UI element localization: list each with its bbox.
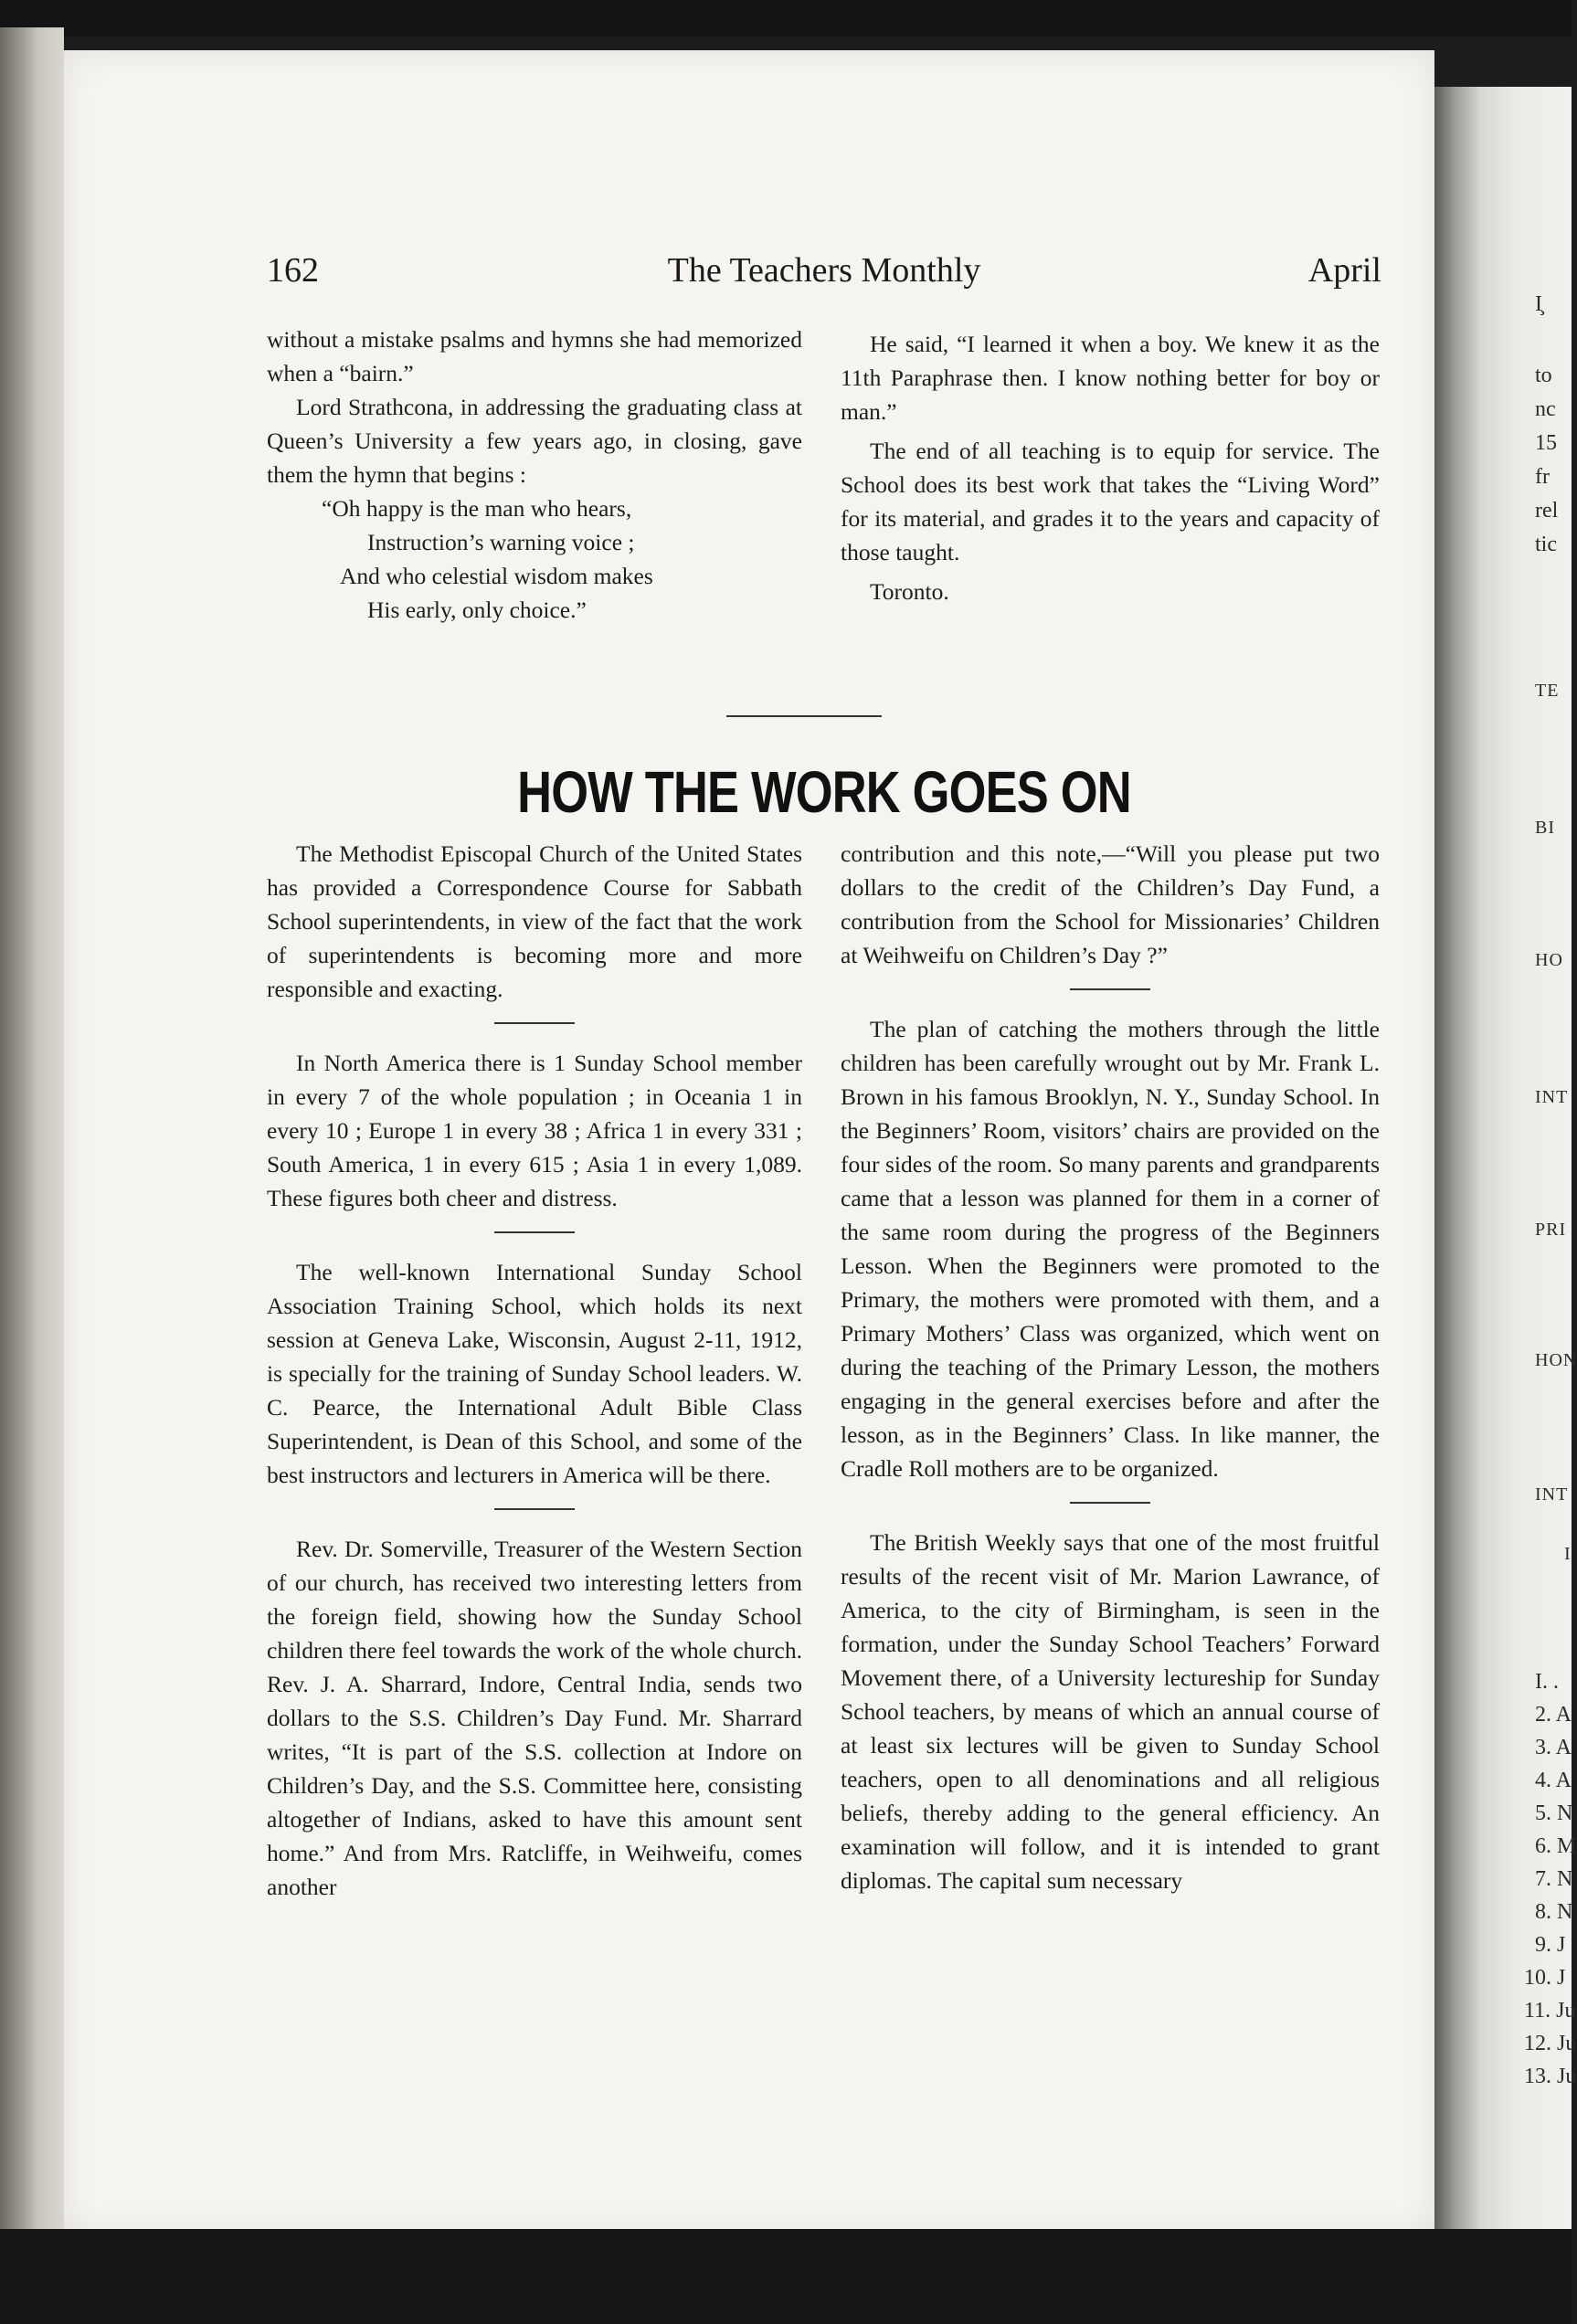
right-column xyxy=(841,837,1380,1897)
scan-backdrop-top xyxy=(0,0,1572,37)
paragraph: The end of all teaching is to equip for service. The School does its best work that takes the “Living Word” for its material, and grades it to the years and capacity of those taught. xyxy=(841,438,1380,565)
poem-line: Instruction’s warning voice ; xyxy=(367,529,635,555)
next-page-fragment: I̧ xyxy=(1535,292,1542,316)
next-page-list-item: 7. N xyxy=(1535,1867,1573,1891)
signoff: Toronto. xyxy=(870,578,949,605)
next-page-heading: HO xyxy=(1535,950,1563,970)
left-column xyxy=(267,837,802,1904)
poem-line: “Oh happy is the man who hears, xyxy=(322,495,632,522)
item-divider xyxy=(494,1022,575,1024)
next-page-list-item: 2. A xyxy=(1535,1703,1572,1727)
page-number: 162 xyxy=(267,251,319,290)
item-divider xyxy=(1070,988,1150,990)
next-page-list-item: 8. N xyxy=(1535,1900,1573,1924)
section-headline: HOW THE WORK GOES ON xyxy=(517,759,1131,825)
next-page-heading: INT xyxy=(1535,1087,1569,1107)
next-page-list-item: 10. J xyxy=(1524,1966,1566,1990)
next-page-fragment: rel xyxy=(1535,499,1559,523)
news-item: The well-known International Sunday School Association Training School, which holds its next session at Geneva Lake, Wisconsin, August 2-11, 1912, is specially for the training of Sunday School leaders. W. C. Pearce, the International Adult Bible Class Superintendent, is Dean of this School, and some of the best instructors and lecturers in America will be there. xyxy=(267,1259,802,1488)
next-page-heading: BI xyxy=(1535,818,1555,838)
poem-line: His early, only choice.” xyxy=(367,597,587,623)
news-item: The plan of catching the mothers through the little children has been carefully wrought out by Mr. Frank L. Brown in his famous Brooklyn, N. Y., Sunday School. In the Beginners’ Room, visitors’ chairs are provided on the four sides of the room. So many parents and grandparents came that a lesson was planned for them in a corner of the same room during the progress of the Beginners Lesson. When the Beginners were promoted to the Primary, the mothers were promoted with them, and a Primary Mothers’ Class was organized, which went on during the teaching of the Primary Lesson, the mothers engaging in the general exercises before and after the lesson, as in the Beginners’ Class. In like manner, the Cradle Roll mothers are to be organized. xyxy=(841,1016,1380,1482)
poem-line: And who celestial wisdom makes xyxy=(340,563,653,589)
item-divider xyxy=(494,1508,575,1510)
news-item: In North America there is 1 Sunday School member in every 7 of the whole population ; in Oceania 1 in every 10 ; Europe 1 in every 38 ; Africa 1 in every 331 ; South America, 1 in every 615 ; Asia 1 in every 1,089. These figures both cheer and distress. xyxy=(267,1050,802,1211)
next-page-fragment: 15 xyxy=(1535,431,1557,455)
next-page-heading: INT xyxy=(1535,1484,1569,1505)
next-page-fragment: to xyxy=(1535,364,1552,387)
next-page-list-item: 5. N xyxy=(1535,1801,1573,1825)
news-item: The Methodist Episcopal Church of the United States has provided a Correspondence Course for Sabbath School superintendents, in view of the fact that the work of superintendents is becoming more and more responsible and exacting. xyxy=(267,840,802,1002)
hymn-quote xyxy=(267,491,802,627)
news-item: Rev. Dr. Somerville, Treasurer of the Western Section of our church, has received two interesting letters from the foreign field, showing how the Sunday School children there feel towards the work of the whole church. Rev. J. A. Sharrard, Indore, Central India, sends two dollars to the S.S. Children’s Day Fund. Mr. Sharrard writes, “It is part of the S.S. collection at Indore on Children’s Day, and the S.S. Committee here, consisting altogether of Indians, asked to have this amount sent home.” And from Mrs. Ratcliffe, in Weihweifu, comes another xyxy=(267,1536,802,1900)
item-divider xyxy=(494,1231,575,1233)
next-page-list-item: 4. A xyxy=(1535,1769,1572,1792)
next-page-heading: PRI xyxy=(1535,1220,1567,1240)
scan-backdrop-bottom xyxy=(0,2229,1572,2324)
next-page-list-item: 6. M xyxy=(1535,1834,1577,1858)
issue-month: April xyxy=(1307,251,1381,290)
next-page-list-item: 3. A xyxy=(1535,1736,1572,1759)
next-page-list-item: 11. Ju xyxy=(1524,1999,1576,2023)
next-page-heading: I xyxy=(1564,1544,1572,1564)
paragraph: without a mistake psalms and hymns she had memorized when a “bairn.” xyxy=(267,326,802,386)
next-page-list-item: 12. Ju xyxy=(1524,2032,1577,2055)
next-page-list-item: 9. J xyxy=(1535,1933,1566,1957)
paragraph: Lord Strathcona, in addressing the graduating class at Queen’s University a few years ago, in closing, gave them the hymn that begins : xyxy=(267,394,802,488)
next-page-fragment: nc xyxy=(1535,397,1556,421)
next-page-fragment: fr xyxy=(1535,465,1550,489)
next-page-list-item: 13. Ju xyxy=(1524,2065,1577,2088)
top-right-column xyxy=(841,327,1380,608)
journal-title: The Teachers Monthly xyxy=(667,251,981,290)
running-header xyxy=(267,250,1381,296)
news-item: contribution and this note,—“Will you please put two dollars to the credit of the Children’s Day Fund, a contribution from the School for Missionaries’ Children at Weihweifu on Children’s Day ?” xyxy=(841,840,1380,968)
next-page-fragment: tic xyxy=(1535,533,1557,556)
book-binding xyxy=(0,27,64,2238)
item-divider xyxy=(1070,1502,1150,1504)
top-left-column xyxy=(267,322,802,627)
section-divider xyxy=(726,715,882,717)
news-item: The British Weekly says that one of the most fruitful results of the recent visit of Mr. Marion Lawrance, of America, to the city of Birmingham, is seen in the formation, under the Sunday School Teachers’ Forward Movement there, of a University lectureship for Sunday School teachers, by means of which an annual course of at least six lectures will be given to Sunday School teachers, open to all denominations and all religious beliefs, thereby adding to the general efficiency. An examination will follow, and it is intended to grant diplomas. The capital sum necessary xyxy=(841,1529,1380,1894)
paragraph: He said, “I learned it when a boy. We knew it as the 11th Paraphrase then. I know nothing better for boy or man.” xyxy=(841,331,1380,425)
next-page-heading: HON xyxy=(1535,1350,1577,1370)
next-page-heading: TE xyxy=(1535,681,1560,701)
next-page-list-item: I. . xyxy=(1535,1670,1559,1694)
